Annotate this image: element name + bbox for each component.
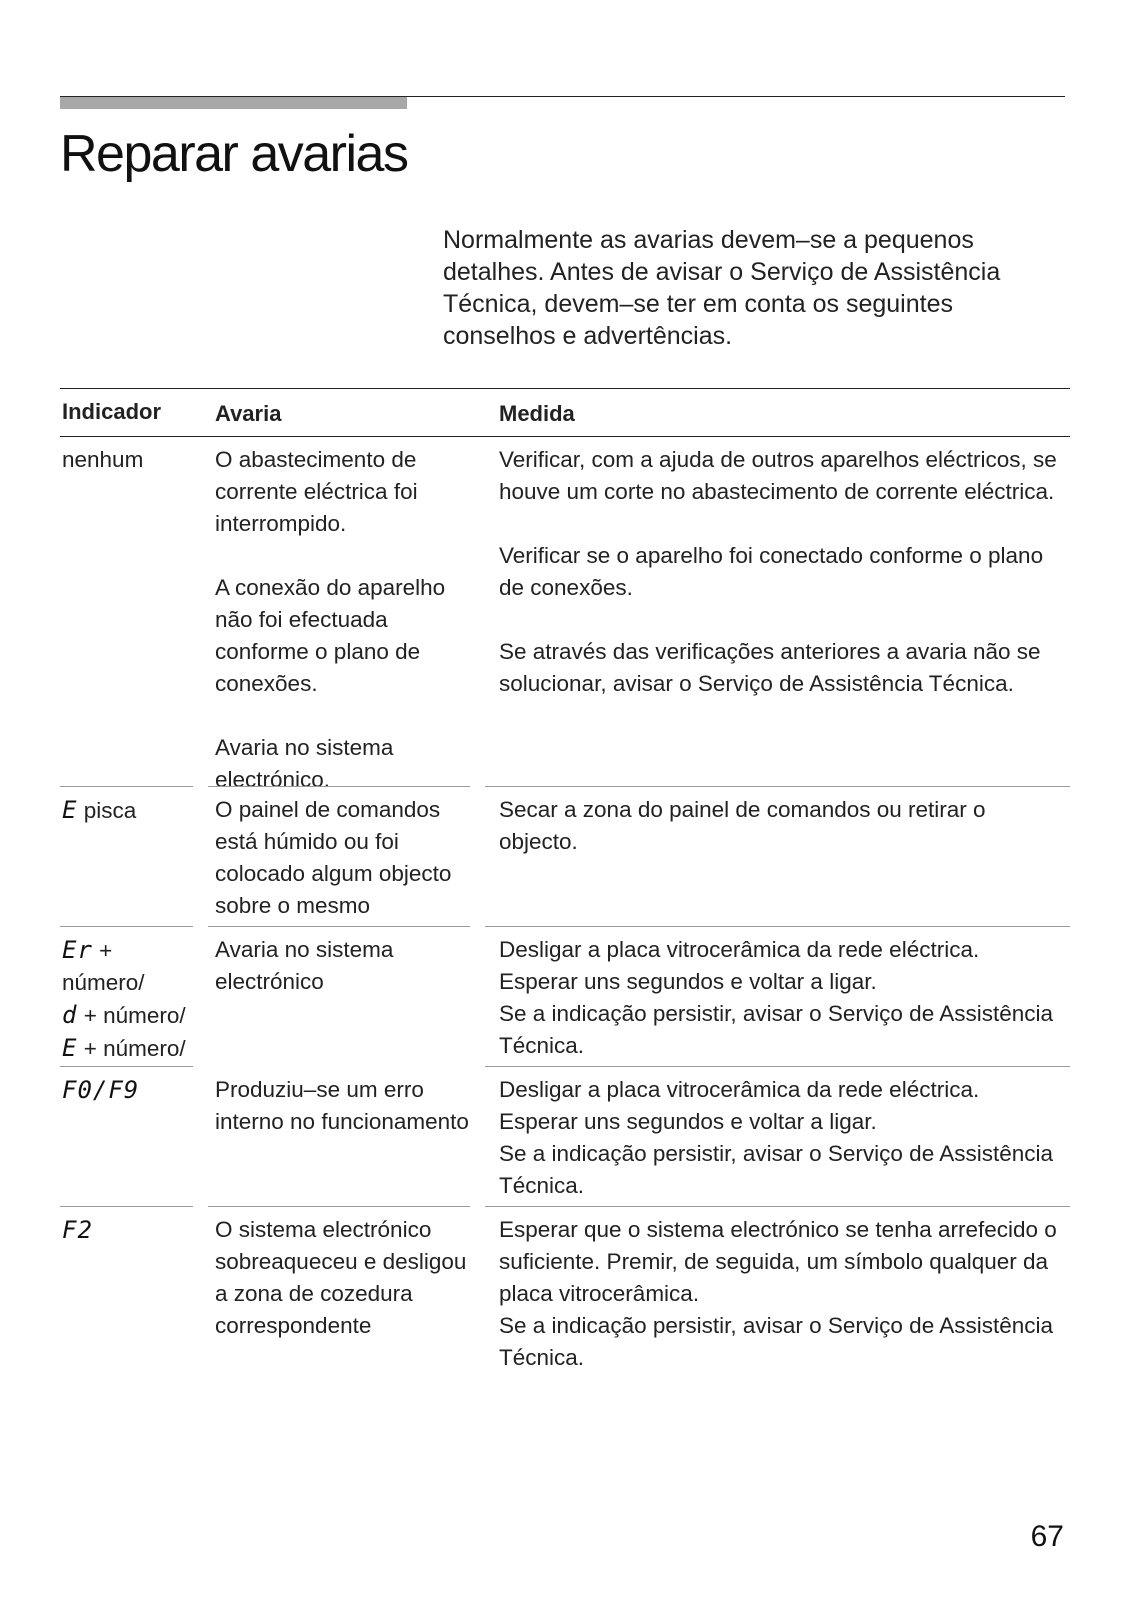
measure-paragraph: Verificar se o aparelho foi conectado conforme o plano de conexões. [499,543,1044,600]
display-code: E [62,796,78,824]
display-code: F2 [62,1216,93,1244]
page-number: 67 [1030,1520,1064,1553]
indicator-line [62,967,192,999]
row-divider [485,1206,1070,1207]
intro-paragraph: Normalmente as avarias devem–se a pequenos detalhes. Antes de avisar o Serviço de Assistência Técnica, devem–se ter em conta os seguintes conselhos e advertências. [443,226,1001,350]
row-divider [208,786,470,787]
indicator-line [62,1032,192,1065]
table-row-5-fault: O sistema electrónico sobreaqueceu e desligou a zona de cozedura correspondente [215,1217,467,1338]
row-divider [208,1206,470,1207]
table-row-4-fault: Produziu–se um erro interno no funcionamento [215,1077,469,1134]
indicator-text: + número/ [83,1036,186,1061]
indicator-text: + [99,938,113,963]
table-row-5-measure [499,1214,1059,1374]
table-row-5-indicator [62,1214,192,1247]
indicator-text: + número/ [83,1003,186,1028]
measure-paragraph: Se a indicação persistir, avisar o Serviço de Assistência Técnica. [499,1001,1054,1058]
display-code: d [62,1001,78,1029]
measure-paragraph: Se a indicação persistir, avisar o Serviço de Assistência Técnica. [499,1313,1054,1370]
header-fault: Avaria [215,401,282,426]
row-divider [485,926,1070,927]
row-divider [60,786,193,787]
header-accent-bar [60,97,407,109]
indicator-line [62,999,192,1032]
row-divider [60,926,193,927]
display-code: F0/F9 [62,1076,140,1104]
display-code: E [62,1034,78,1062]
row-divider [60,1206,193,1207]
table-row-1-fault [215,444,477,796]
row-divider [208,926,470,927]
table-row-3-fault: Avaria no sistema electrónico [215,937,394,994]
fault-paragraph: O abastecimento de corrente eléctrica foi interrompido. [215,447,418,536]
row-divider [485,786,1070,787]
fault-paragraph: Avaria no sistema electrónico. [215,735,394,792]
row-divider [60,1066,193,1067]
table-top-rule [60,388,1070,389]
header-measure: Medida [499,401,575,426]
table-row-3-indicator [62,934,192,1065]
table-row-3-measure [499,934,1059,1062]
table-row-2-indicator [62,794,192,827]
table-row-1-measure [499,444,1059,700]
indicator-text: pisca [83,798,137,823]
row-divider [485,1066,1070,1067]
header-indicator: Indicador [62,399,162,424]
fault-paragraph: A conexão do aparelho não foi efectuada conforme o plano de conexões. [215,575,446,696]
table-row-4-indicator [62,1074,192,1107]
measure-paragraph: Desligar a placa vitrocerâmica da rede eléctrica. Esperar uns segundos e voltar a ligar. [499,937,980,994]
table-row-2-measure: Secar a zona do painel de comandos ou retirar o objecto. [499,797,986,854]
indicator-text: número/ [62,970,145,995]
indicator-line [62,934,192,967]
measure-paragraph: Se a indicação persistir, avisar o Serviço de Assistência Técnica. [499,1141,1054,1198]
measure-paragraph: Desligar a placa vitrocerâmica da rede eléctrica. Esperar uns segundos e voltar a ligar. [499,1077,980,1134]
table-header-rule [60,436,1070,437]
display-code: Er [62,936,93,964]
measure-paragraph: Verificar, com a ajuda de outros aparelhos eléctricos, se houve um corte no abastecimento de corrente eléctrica. [499,447,1057,504]
page-title: Reparar avarias [60,125,408,183]
table-row-2-fault: O painel de comandos está húmido ou foi colocado algum objecto sobre o mesmo [215,797,452,918]
table-row-4-measure [499,1074,1059,1202]
table-row-1-indicator: nenhum [62,447,144,472]
measure-paragraph: Se através das verificações anteriores a avaria não se solucionar, avisar o Serviço de Assistência Técnica. [499,639,1041,696]
measure-paragraph: Esperar que o sistema electrónico se tenha arrefecido o suficiente. Premir, de seguida, um símbolo qualquer da placa vitrocerâmica. [499,1217,1057,1306]
